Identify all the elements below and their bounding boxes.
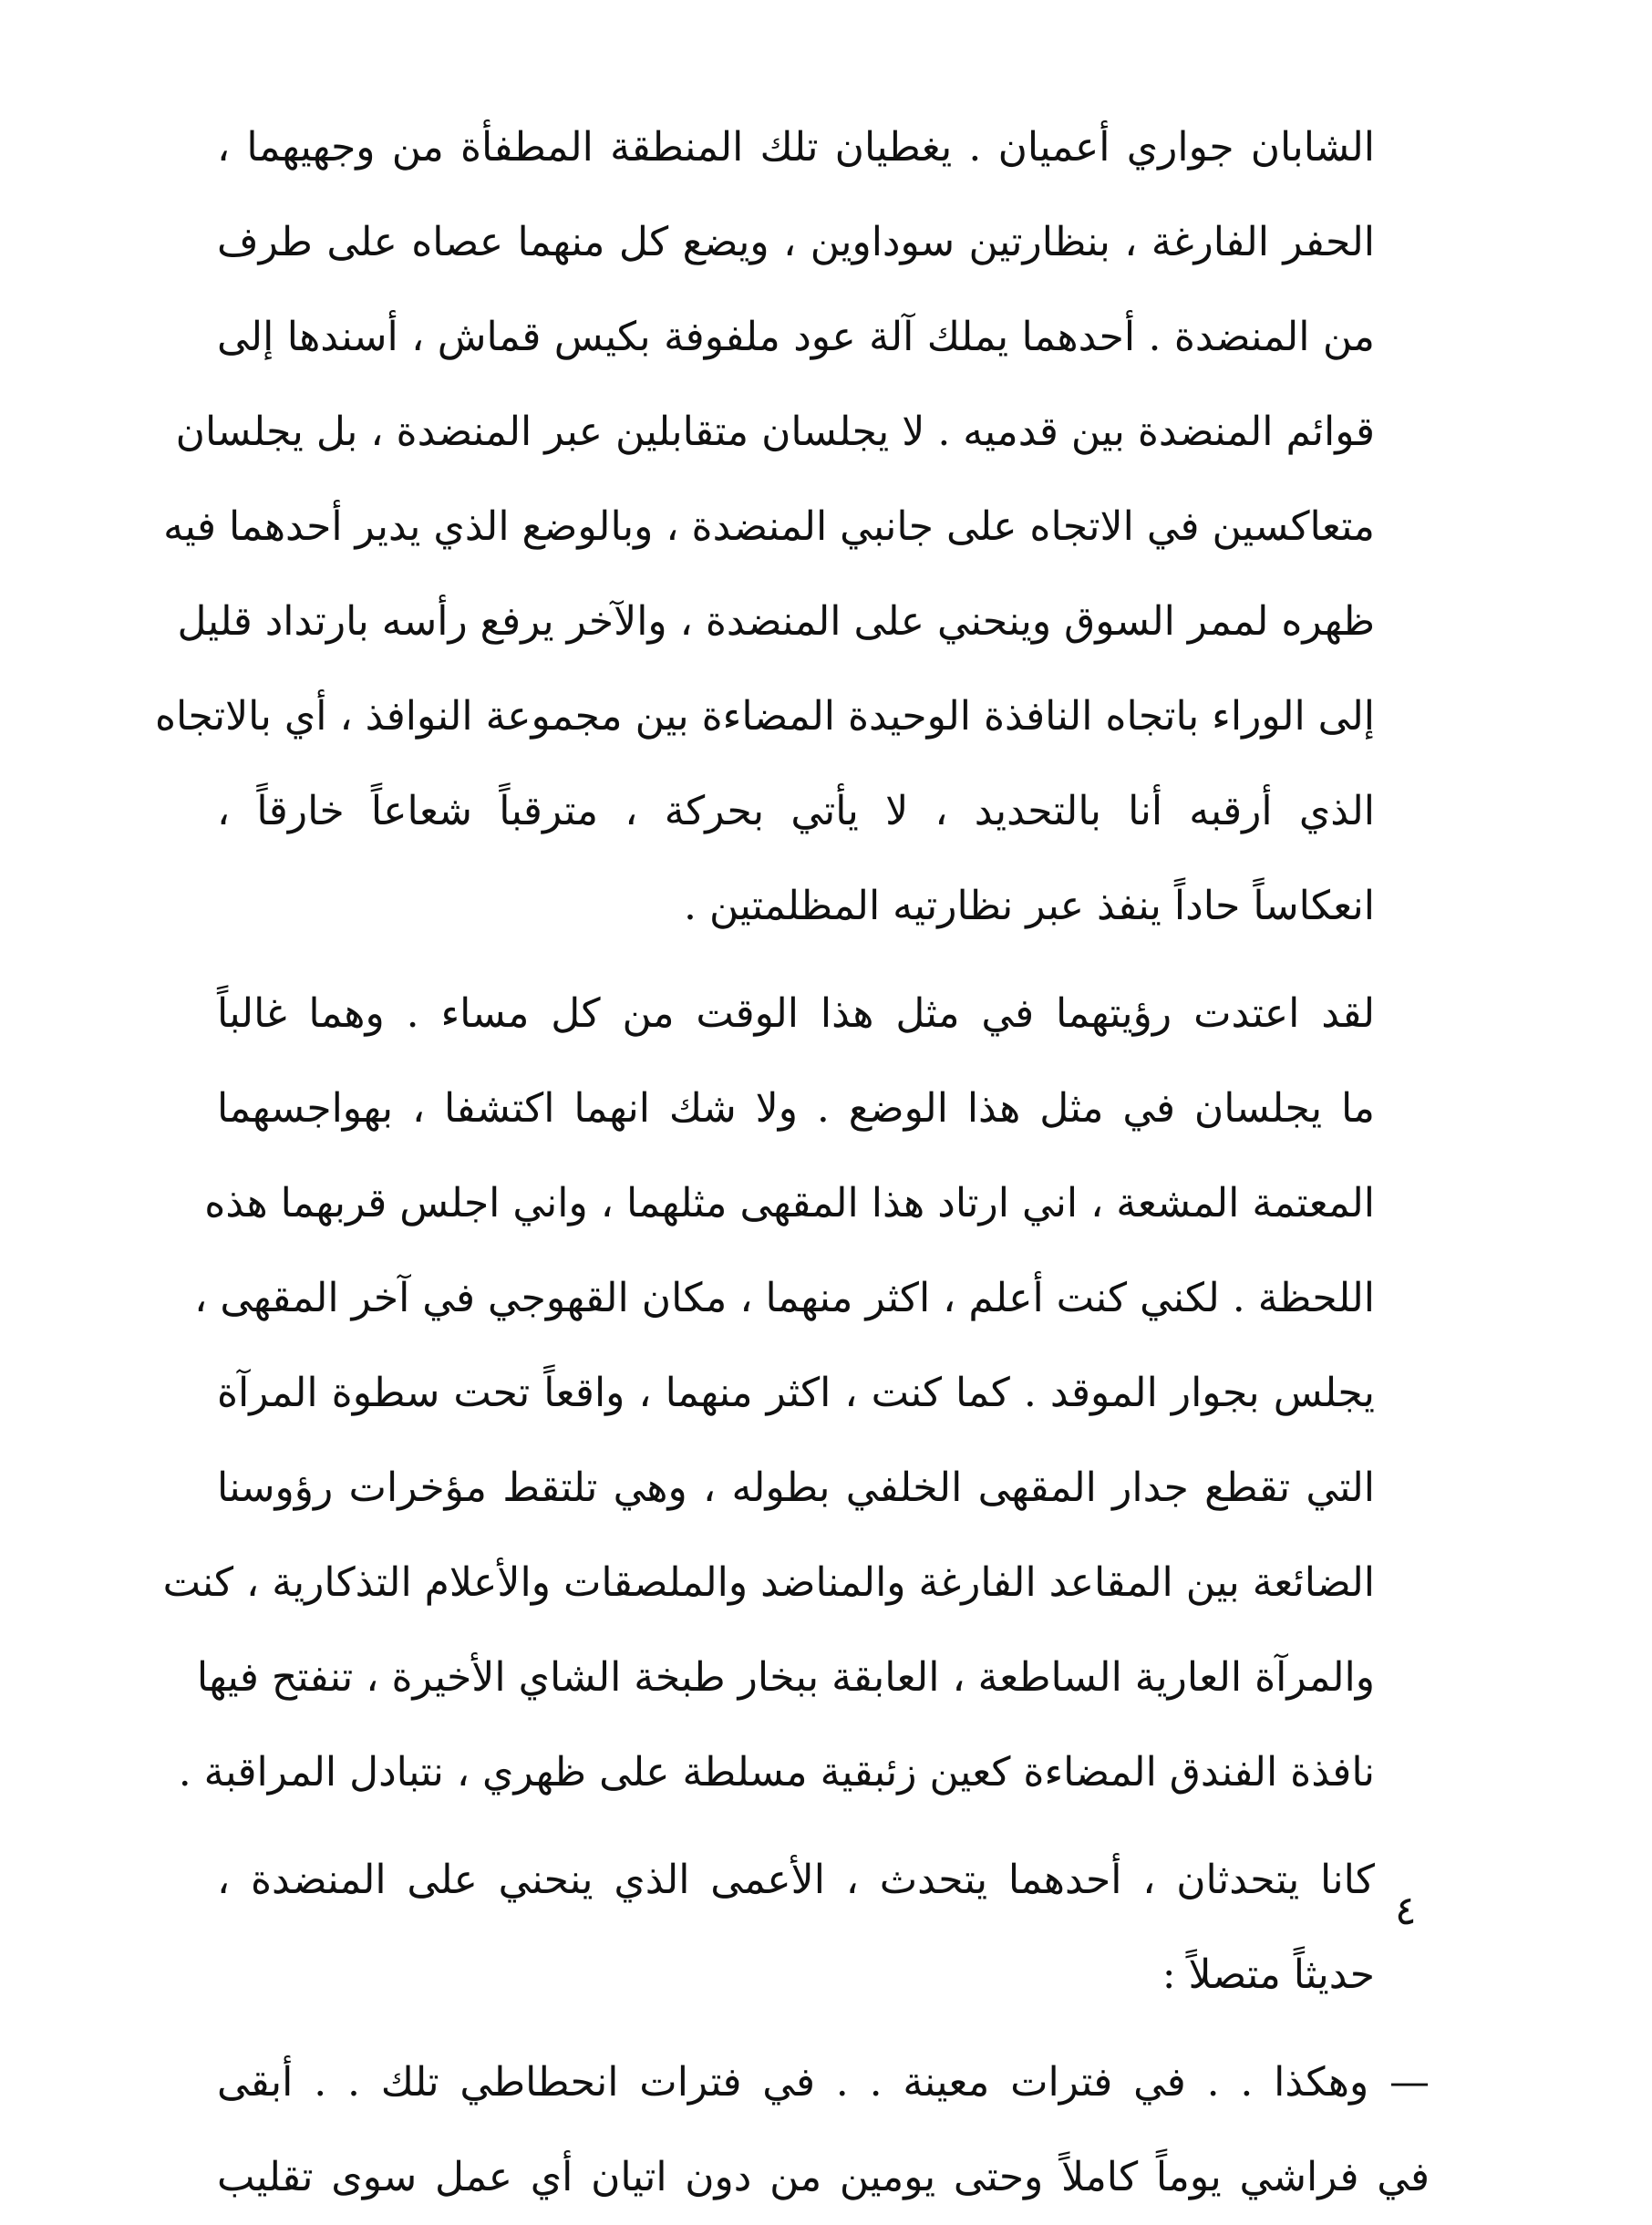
text-line: حديثاً متصلاً :	[1162, 1951, 1375, 1998]
text-line: — وهكذا . . في فترات معينة . . في فترات انحطاطي تلك . . أبقى	[217, 2059, 1430, 2106]
text-line: والمرآة العارية الساطعة ، العابقة ببخار طبخة الشاي الأخيرة ، تنفتح فيها	[196, 1654, 1375, 1701]
text-line: المعتمة المشعة ، اني ارتاد هذا المقهى مثلهما ، واني اجلس قربهما هذه	[204, 1180, 1375, 1226]
text-line: يجلس بجوار الموقد . كما كنت ، اكثر منهما ، واقعاً تحت سطوة المرآة	[217, 1370, 1376, 1416]
paragraph-3	[217, 1833, 1430, 2023]
text-line: قوائم المنضدة بين قدميه . لا يجلسان متقابلين عبر المنضدة ، بل يجلسان	[175, 409, 1375, 455]
text-line: انعكاساً حاداً ينفذ عبر نظارتيه المظلمتين .	[683, 883, 1375, 929]
text-line: كانا يتحدثان ، أحدهما يتحدث ، الأعمى الذي ينحني على المنضدة ،	[217, 1857, 1375, 1903]
text-line: لقد اعتدت رؤيتهما في مثل هذا الوقت من كل مساء . وهما غالباً	[217, 990, 1375, 1037]
text-line: اللحظة . لكني كنت أعلم ، اكثر منهما ، مكان القهوجي في آخر المقهى ،	[194, 1275, 1375, 1321]
text-line: التي تقطع جدار المقهى الخلفي بطوله ، وهي تلتقط مؤخرات رؤوسنا	[217, 1464, 1375, 1511]
text-line: متعاكسين في الاتجاه على جانبي المنضدة ، وبالوضع الذي يدير أحدهما فيه	[163, 503, 1375, 550]
text-line: نافذة الفندق المضاءة كعين زئبقية مسلطة على ظهري ، نتبادل المراقبة .	[178, 1749, 1375, 1796]
text-line: الحفر الفارغة ، بنظارتين سوداوين ، ويضع كل منهما عصاه على طرف	[217, 219, 1375, 265]
body-text	[154, 100, 1430, 2225]
text-line: الضائعة بين المقاعد الفارغة والمناضد والملصقات والأعلام التذكارية ، كنت	[162, 1559, 1375, 1606]
text-line: ما يجلسان في مثل هذا الوضع . ولا شك انهما اكتشفا ، بهواجسهما	[217, 1085, 1375, 1132]
page-number: ٤	[1395, 1888, 1417, 1934]
paragraph-1	[154, 100, 1430, 954]
text-line: الشابان جواري أعميان . يغطيان تلك المنطقة المطفأة من وجهيهما ،	[217, 124, 1375, 171]
text-line: ظهره لممر السوق وينحني على المنضدة ، والآخر يرفع رأسه بارتداد قليل	[177, 598, 1375, 645]
paragraph-4-dialogue	[217, 2035, 1430, 2225]
text-line: الذي أرقبه أنا بالتحديد ، لا يأتي بحركة ، مترقباً شعاعاً خارقاً ،	[217, 788, 1375, 834]
paragraph-2	[162, 967, 1430, 1820]
text-line: إلى الوراء باتجاه النافذة الوحيدة المضاءة بين مجموعة النوافذ ، أي بالاتجاه	[154, 693, 1375, 740]
text-line: في فراشي يوماً كاملاً وحتى يومين من دون اتيان أي عمل سوى تقليب	[217, 2154, 1430, 2200]
text-line: من المنضدة . أحدهما يملك آلة عود ملفوفة بكيس قماش ، أسندها إلى	[217, 314, 1375, 360]
